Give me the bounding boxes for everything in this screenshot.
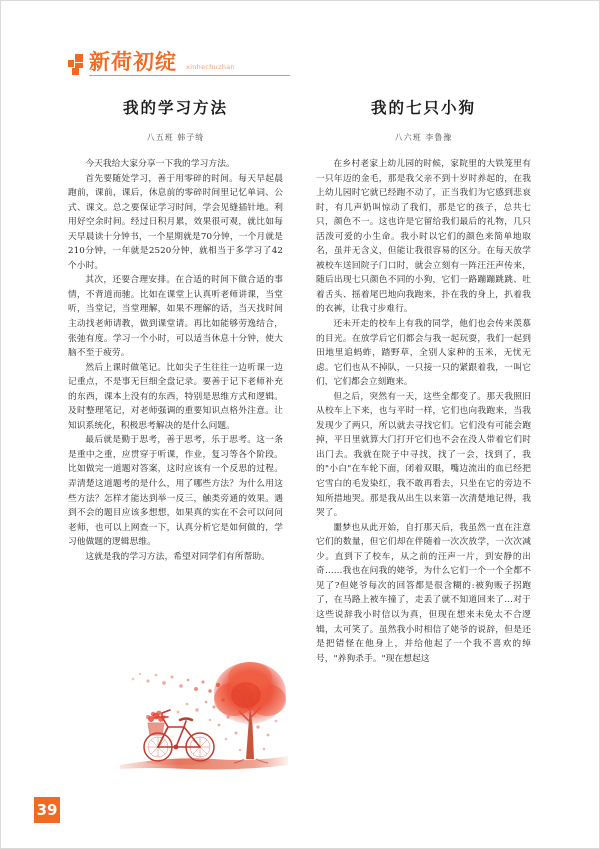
article-paragraph: 噩梦也从此开始，自打那天后，我虽然一直在注意它们的数量，但它们却在伴随着一次次放学，一次次减少。直到下了校车，从之前的汪声一片，到安静的出奇……我也在问我的姥爷，为什么它们一个一个全都不见了?但姥爷每次的回答都是很含糊的:被狗贩子拐跑了，在马路上被车撞了，走丢了就不知道回来了…对于这些说辞我小时信以为真，但现在想来未免太不合逻辑，太可笑了。虽然我小时相信了姥爷的说辞，但是还是把错怪在他身上，并给他起了一个我不喜欢的绰号，"养狗杀手。"现在想起这 [316, 522, 531, 664]
section-title: 新荷初绽 [89, 50, 177, 74]
article-paragraph: 这就是我的学习方法，希望对同学们有所帮助。 [85, 551, 270, 562]
article-title: 我的七只小狗 [370, 98, 476, 117]
article-paragraph: 在乡村老家上幼儿园的时候，家院里的大铁笼里有一只年迈的金毛，那是我父亲不到十岁时养起的，在我上幼儿园时它就已经跑不动了，正当我们为它感到悲哀时，有几声奶叫惊动了我们，那是它的孩子，总共七只，颜色不一。这也许是它留给我们最后的礼物，几只活泼可爱的小生命。我小时以它们的颜色来简单地取名，虽并无含义，但能让我很容易的区分。在每天放学被校车送回院子门口时，就会立刻有一阵汪汪声传来，随后出现七只颜色不同的小狗，它们一路蹦蹦跳跳、吐着舌头、摇着尾巴地向我跑来，扑在我的身上，扒着我的衣裤，让我寸步难行。 [316, 159, 531, 315]
section-header [68, 50, 290, 80]
article-paragraph: 首先要随处学习，善于用零碎的时间。每天早起晨跑前，课前，课后，休息前的零碎时间里记忆单词、公式、课文。总之要保证学习时间，学会见缝插针地。利用好空余时间。经过日积月累，效果很可观，就比如每天早晨读十分钟书，一个星期就是70分钟，一个月就是210分钟，一年就是2520分钟，就相当于多学习了42个小时。 [68, 173, 283, 271]
article-paragraph: 今天我给大家分享一下我的学习方法。 [85, 159, 235, 169]
article-body [68, 157, 283, 564]
article-byline: 八六班 李鲁豫 [394, 133, 453, 142]
article-column-right [316, 96, 531, 666]
article-paragraph: 其次，还要合理安排。在合适的时间下做合适的事情，不背道而驰。比如在课堂上认真听老师讲课，当堂听，当堂记，当堂理解，如果不理解的话，当天找时间主动找老师请教，做到课堂请。再比如能够劳逸结合，张弛有度。学习一个小时，可以适当休息十分钟，使大脑不至于疲劳。 [68, 275, 283, 359]
article-byline: 八五班 韩子绮 [146, 133, 205, 142]
article-title: 我的学习方法 [122, 98, 228, 117]
article-paragraph: 然后上课时做笔记。比如尖子生往往一边听课一边记重点，不是事无巨细全盘记录。要善于记下老师补充的东西，课本上没有的东西，特别是思维方式和逻辑。及时整理笔记，对老师强调的重要知识点格外注意。让知识系统化，积极思考解决的是什么问题。 [68, 362, 283, 431]
article-body [316, 157, 531, 666]
page-number-badge: 39 [34, 797, 60, 823]
article-column-left [68, 96, 283, 564]
section-logo-icon [68, 54, 86, 74]
article-paragraph: 还未开走的校车上有我的同学，他们也会传来羡慕的目光。在放学后它们都会与我一起玩耍，我们一起到田地里追蚂蚱，踏野草，全别人家种的玉米，无忧无虑。它们也从不掉队，一只接一只的紧跟着我，一叫它们，它们都会立刻跑来。 [316, 319, 531, 388]
tree-and-bicycle-illustration [118, 655, 290, 787]
article-paragraph: 最后就是勤于思考，善于思考，乐于思考。这一条是重中之重，应贯穿于听课，作业，复习等各个阶段。比如做完一道题对答案，这时应该有一个反思的过程。弄清楚这道题考的是什么，用了哪些方法？为什么用这些方法？怎样才能达到举一反三，触类旁通的效果。遇到不会的题目应该多想想，如果真的实在不会可以问问老师，也可以上网查一下，认真分析它是如何做的，学习他做题的逻辑思维。 [68, 435, 283, 548]
article-paragraph: 但之后，突然有一天，这些全都变了。那天我照旧从校车上下来，也与平时一样，它们也向我跑来，当我发现少了两只，所以就去寻找它们。它们没有可能会跑掉，平日里就算大门打开它们也不会在没人带着它们时出门去。我就在院子中寻找，找了一会，找到了，我的"小白"在车轮下面，闭着双眼，嘴边流出的血已经把它雪白的毛发染红，我不敢再看去，只坐在它的旁边不知所措地哭。那是我从出生以来第一次清楚地记得，我哭了。 [316, 391, 531, 519]
section-title-pinyin: xinhechuzhan [186, 63, 235, 71]
header-divider [89, 75, 290, 76]
